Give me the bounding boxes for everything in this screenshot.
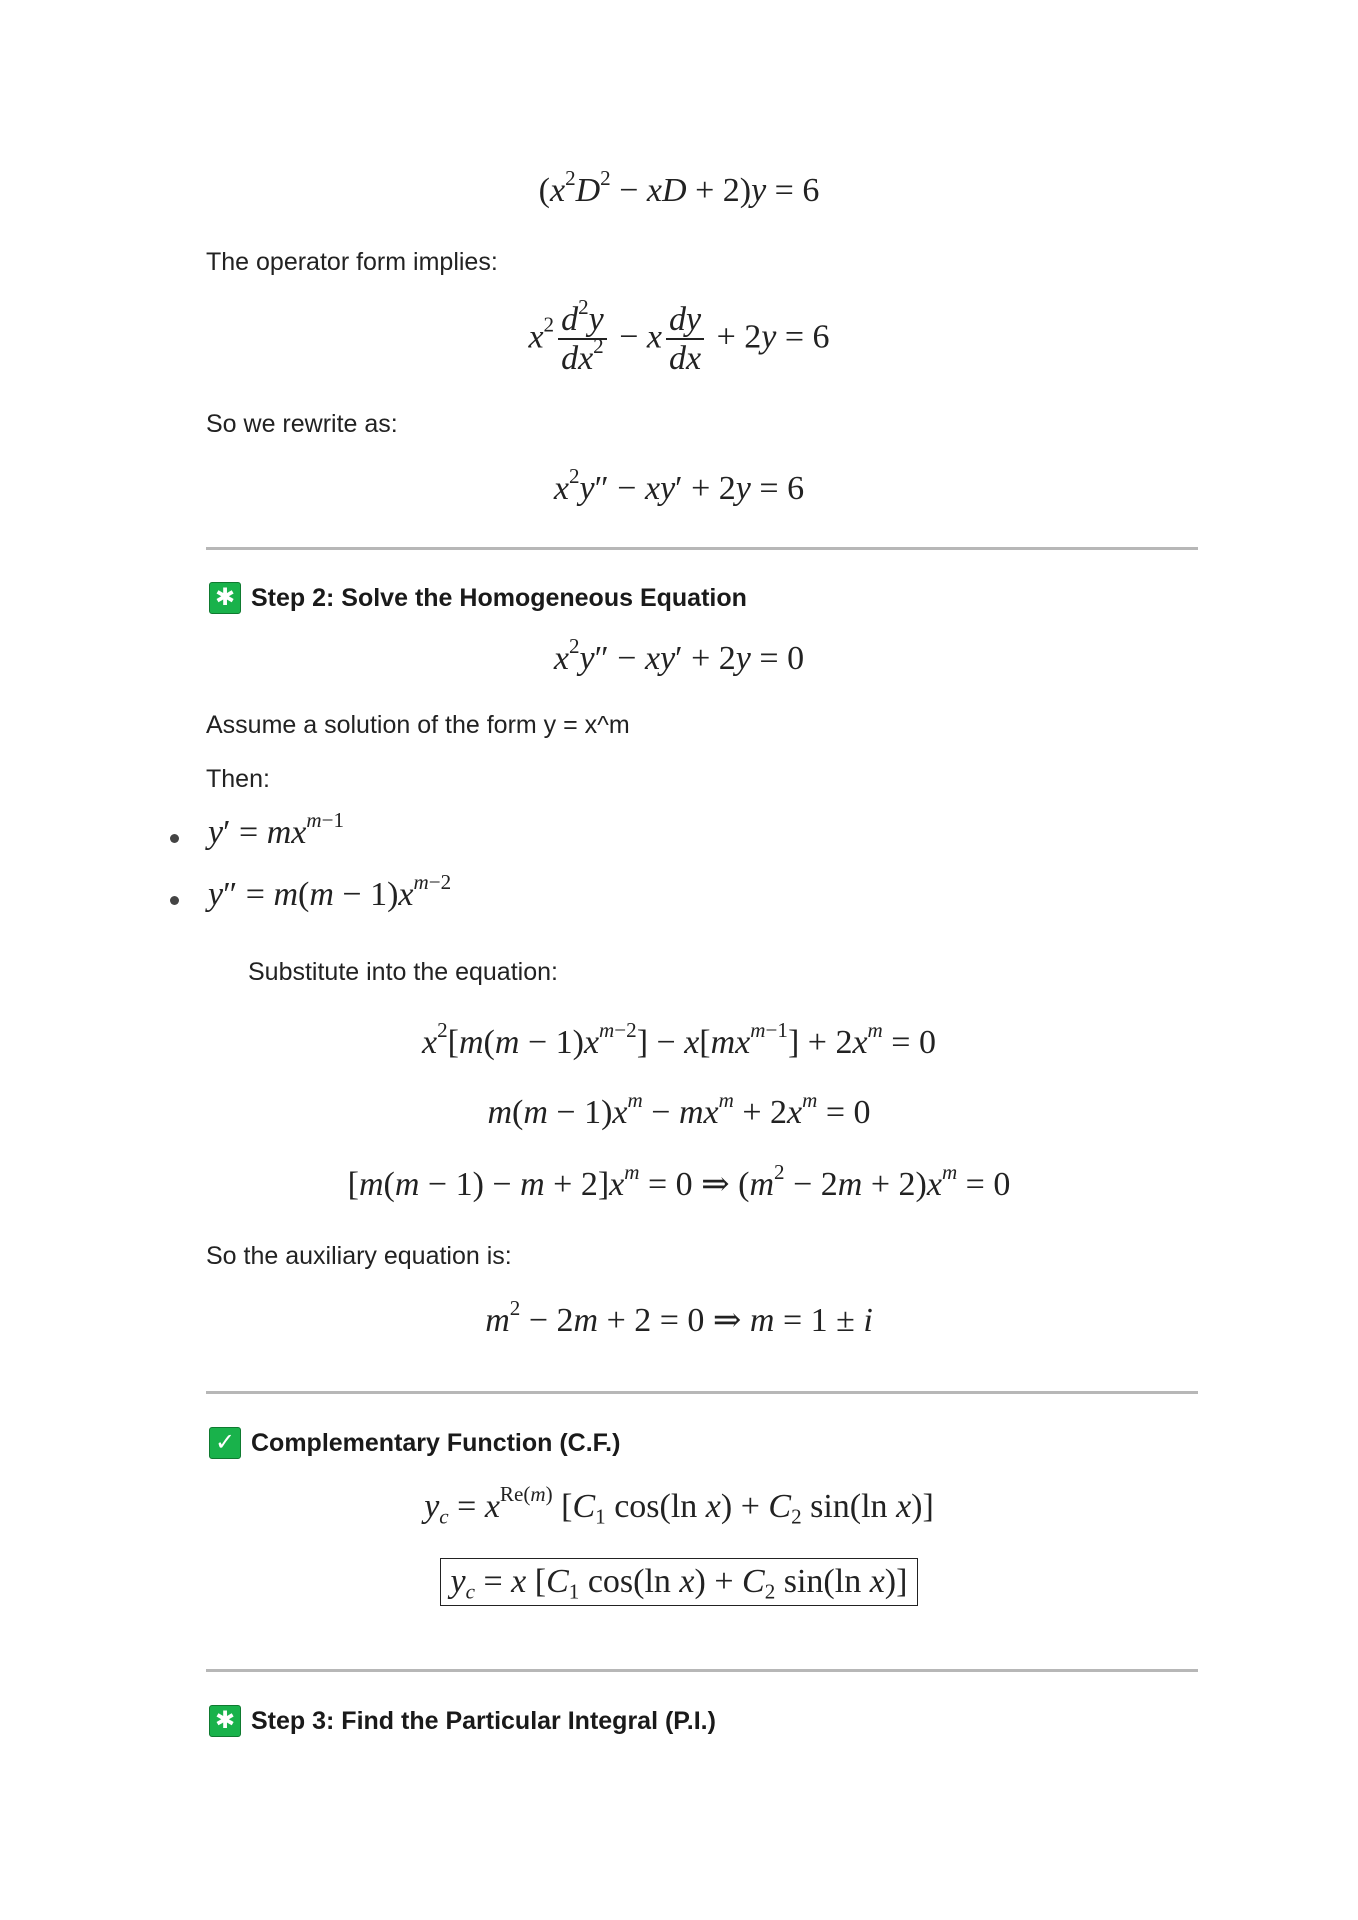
- then-text: Then:: [206, 765, 270, 793]
- step2-heading: Step 2: Solve the Homogeneous Equation: [251, 584, 747, 612]
- homogeneous-equation: $x^2y'' - xy' + 2y = 0$: [553, 634, 805, 677]
- cf-general-equation: $y_c = x^{Re(m)}$ [$C_1$ cos(ln $x) + C_2$ sin(ln x)]: [424, 1482, 934, 1529]
- assume-text: Assume a solution of the form y = x^m: [206, 711, 630, 739]
- step3-heading: Step 3: Find the Particular Integral (P.I.): [251, 1707, 716, 1735]
- substitution-line-2: $m(m - 1)x^m - mx^m + 2x^m = 0$: [487, 1088, 871, 1131]
- substitute-text: Substitute into the equation:: [248, 958, 558, 986]
- green-check-icon: ✓: [209, 1427, 241, 1459]
- second-derivative: $y'' = m(m - 1)x^{m-2}$: [208, 870, 452, 913]
- first-derivative: $y' = mx^{m-1}$: [208, 808, 345, 851]
- cf-boxed-equation: $y_c = x$ [$C_1$ cos(ln $x) + C_2$ sin(ln x)]: [0, 1558, 1358, 1606]
- bullet: [170, 834, 179, 843]
- substitution-line-3: $[m(m - 1) - m + 2]x^m = 0$ ⇒ $(m^2 - 2m + 2)x^m = 0$: [347, 1160, 1011, 1203]
- auxiliary-equation: $m^2 - 2m + 2 = 0$ ⇒ m = 1 ± i: [485, 1296, 873, 1339]
- operator-form-text: The operator form implies:: [206, 248, 498, 276]
- divider: [206, 1669, 1198, 1672]
- green-asterisk-icon: ✱: [209, 1705, 241, 1737]
- divider: [206, 547, 1198, 550]
- derivative-equation: $x^2$ $\frac{d^2y}{dx^2}$ − x $\frac{dy}{dx}$ + 2y = 6: [528, 295, 830, 377]
- rewrite-text: So we rewrite as:: [206, 410, 398, 438]
- divider: [206, 1391, 1198, 1394]
- cf-heading: Complementary Function (C.F.): [251, 1429, 621, 1457]
- rewritten-equation: $x^2y'' - xy' + 2y = 6$: [553, 464, 805, 507]
- substitution-line-1: $x^2[m(m - 1)x^{m-2}] - x[mx^{m-1}] + 2x^m = 0$: [422, 1018, 936, 1061]
- auxiliary-text: So the auxiliary equation is:: [206, 1242, 512, 1270]
- bullet: [170, 896, 179, 905]
- operator-equation: ($x^2D^2$ − xD + 2)y = 6: [538, 166, 820, 209]
- green-asterisk-icon: ✱: [209, 582, 241, 614]
